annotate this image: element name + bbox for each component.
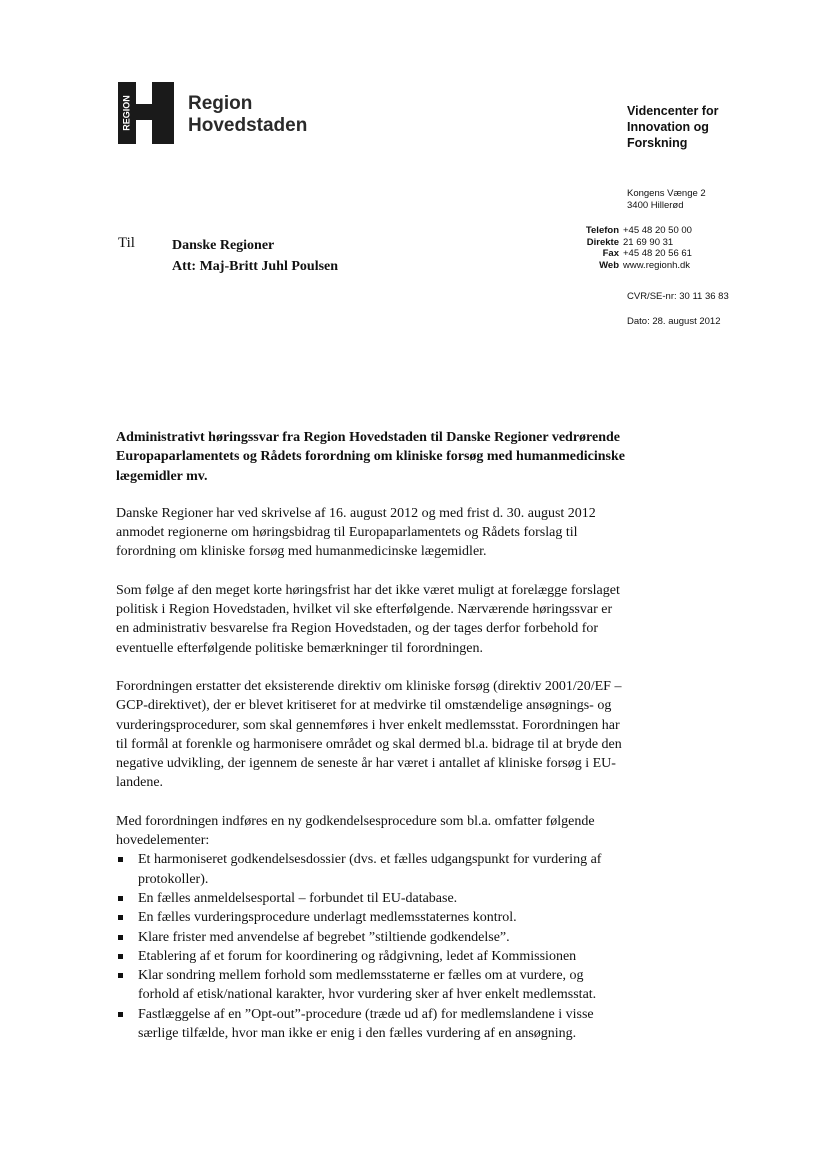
recipient-name: Danske Regioner bbox=[172, 238, 275, 253]
body-paragraph: Med forordningen indføres en ny godkendelsesprocedure som bl.a. omfatter følgende hovedelementer: bbox=[116, 813, 595, 849]
body-paragraph: Som følge af den meget korte høringsfrist har det ikke været muligt at forelægge forslaget politisk i Region Hovedstaden, hvilket vil ske efterfølgende. Nærværende høringssvar er en administrativ besvarelse fra Region Hovedstaden, og der tages derfor forbehold for eventuelle efterfølgende politiske bemærkninger til forordningen. bbox=[116, 582, 620, 656]
contact-row bbox=[520, 248, 692, 260]
sender-department bbox=[627, 103, 718, 151]
department-line: Videncenter for bbox=[627, 104, 719, 118]
logo-h-mark bbox=[118, 82, 174, 144]
logo-name bbox=[188, 93, 307, 137]
logo-name-line: Hovedstaden bbox=[188, 115, 308, 136]
contact-value: www.regionh.dk bbox=[623, 259, 691, 271]
contact-label: Telefon bbox=[585, 225, 619, 236]
bullet-item: Et harmoniseret godkendelsesdossier (dvs. et fælles udgangspunkt for vurdering af protokoller). bbox=[116, 850, 628, 889]
letter-body bbox=[116, 428, 628, 1043]
recipient-attention: Att: Maj-Britt Juhl Poulsen bbox=[172, 259, 339, 274]
department-line: Innovation og bbox=[627, 120, 709, 134]
contact-row bbox=[520, 225, 692, 237]
contact-label: Web bbox=[599, 259, 619, 271]
bullet-item: Klar sondring mellem forhold som medlemsstaterne er fælles om at vurdere, og forhold af etisk/national karakter, hvor vurdering sker af hver enkelt medlemsstat. bbox=[116, 966, 628, 1005]
bullet-item: Etablering af et forum for koordinering og rådgivning, ledet af Kommissionen bbox=[116, 947, 628, 966]
sender-address bbox=[627, 188, 706, 212]
contact-row bbox=[520, 260, 692, 272]
region-hovedstaden-logo bbox=[118, 82, 174, 144]
logo-badge-text: REGION bbox=[121, 95, 132, 131]
contact-row bbox=[520, 237, 692, 249]
address-line: Kongens Vænge 2 bbox=[627, 188, 706, 199]
contact-value: +45 48 20 56 61 bbox=[623, 248, 692, 259]
letter-date: Dato: 28. august 2012 bbox=[627, 316, 721, 327]
contact-value: +45 48 20 50 00 bbox=[623, 225, 692, 236]
bullet-item: En fælles anmeldelsesportal – forbundet til EU-database. bbox=[116, 889, 628, 908]
bullet-list bbox=[116, 850, 628, 1043]
cvr-number: CVR/SE-nr: 30 11 36 83 bbox=[627, 291, 729, 302]
bullet-item: Fastlæggelse af en ”Opt-out”-procedure (træde ud af) for medlemslandene i visse særlige tilfælde, hvor man ikke er enig i den fælles vurdering af en ansøgning. bbox=[116, 1005, 628, 1044]
bullet-item: Klare frister med anvendelse af begrebet ”stiltiende godkendelse”. bbox=[116, 928, 628, 947]
recipient-block bbox=[172, 235, 338, 277]
address-line: 3400 Hillerød bbox=[627, 200, 684, 211]
logo-name-line: Region bbox=[188, 93, 253, 114]
contact-label: Fax bbox=[602, 248, 619, 259]
contact-value: 21 69 90 31 bbox=[623, 236, 674, 248]
body-paragraph: Danske Regioner har ved skrivelse af 16. august 2012 og med frist d. 30. august 2012 anmodet regionerne om høringsbidrag til Europaparlamentets og Rådets forslag til forordning om kliniske forsøg med humanmedicinske lægemidler. bbox=[116, 505, 596, 560]
letter-subject: Administrativt høringssvar fra Region Hovedstaden til Danske Regioner vedrørende Europaparlamentets og Rådets forordning om kliniske forsøg med humanmedicinske lægemidler mv. bbox=[116, 430, 625, 484]
to-label: Til bbox=[118, 235, 135, 251]
contact-label: Direkte bbox=[586, 236, 619, 248]
bullet-item: En fælles vurderingsprocedure underlagt medlemsstaternes kontrol. bbox=[116, 908, 628, 927]
sender-contacts bbox=[520, 225, 692, 271]
body-paragraph: Forordningen erstatter det eksisterende direktiv om kliniske forsøg (direktiv 2001/20/EF – GCP-direktivet), der er blevet kritiseret for at medvirke til omstændelige ansøgnings- og vurderingsprocedurer, som skal gennemføres i hver enkelt medlemsstat. Forordningen har til formål at forenkle og harmonisere området og skal dermed bl.a. bidrage til at bryde den negative udvikling, der igennem de seneste år har været i antallet af kliniske forsøg i EU-landene. bbox=[116, 678, 622, 791]
department-line: Forskning bbox=[627, 136, 688, 150]
